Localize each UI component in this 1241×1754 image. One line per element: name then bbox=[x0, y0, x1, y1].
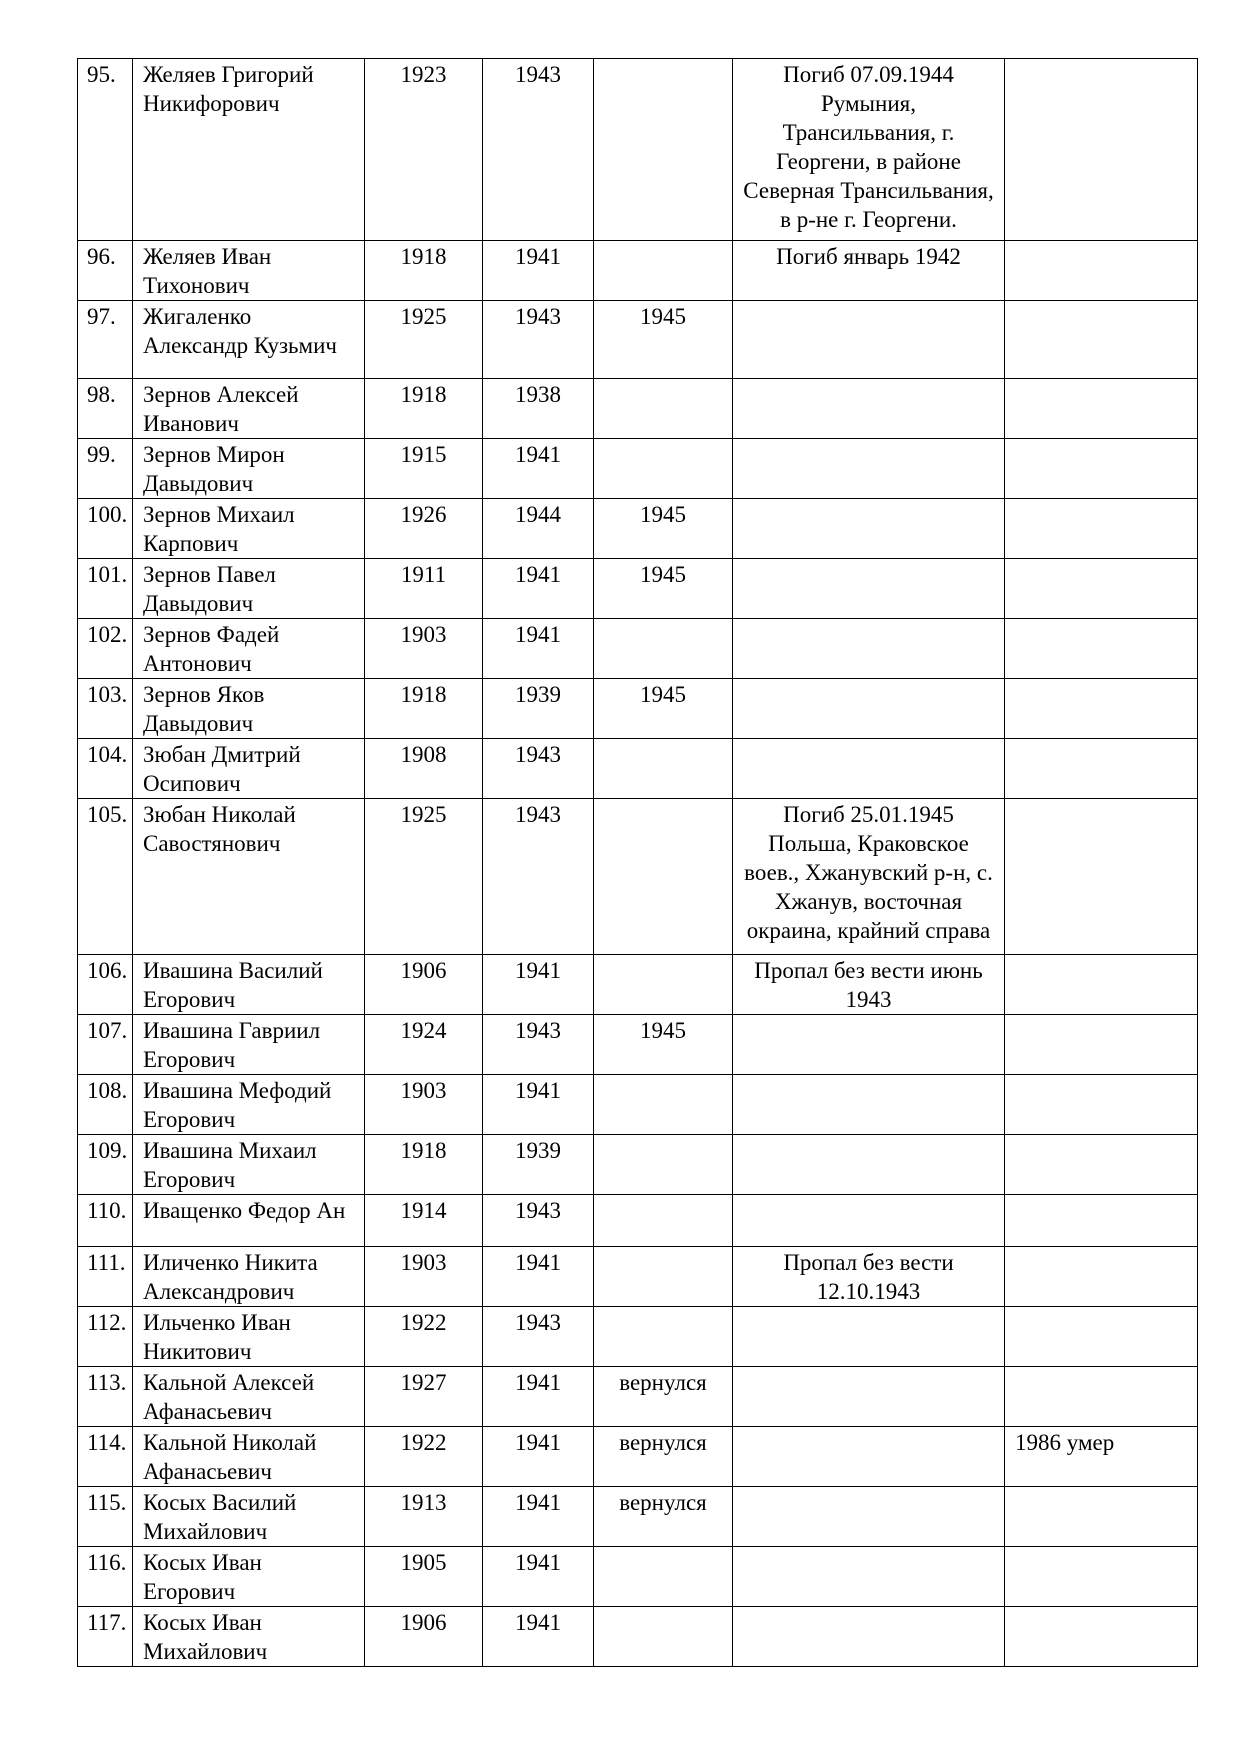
row-number: 111. bbox=[78, 1247, 133, 1307]
draft-year: 1941 bbox=[483, 1427, 594, 1487]
draft-year: 1939 bbox=[483, 679, 594, 739]
fate-note bbox=[733, 379, 1005, 439]
draft-year: 1941 bbox=[483, 1247, 594, 1307]
person-name: Ивашина Михаил Егорович bbox=[133, 1135, 365, 1195]
table-row bbox=[78, 1367, 1198, 1427]
draft-year: 1941 bbox=[483, 1367, 594, 1427]
birth-year: 1918 bbox=[365, 379, 483, 439]
return-status: 1945 bbox=[594, 499, 733, 559]
table-row bbox=[78, 619, 1198, 679]
birth-year: 1925 bbox=[365, 799, 483, 955]
birth-year: 1926 bbox=[365, 499, 483, 559]
draft-year: 1938 bbox=[483, 379, 594, 439]
fate-note bbox=[733, 1547, 1005, 1607]
table-row bbox=[78, 241, 1198, 301]
table-row bbox=[78, 1307, 1198, 1367]
extra-note bbox=[1005, 59, 1198, 241]
fate-note bbox=[733, 439, 1005, 499]
roster-body bbox=[78, 59, 1198, 1667]
person-name: Иващенко Федор Ан bbox=[133, 1195, 365, 1247]
birth-year: 1918 bbox=[365, 1135, 483, 1195]
person-name: Зернов Алексей Иванович bbox=[133, 379, 365, 439]
row-number: 98. bbox=[78, 379, 133, 439]
draft-year: 1941 bbox=[483, 559, 594, 619]
extra-note bbox=[1005, 679, 1198, 739]
fate-note bbox=[733, 1015, 1005, 1075]
row-number: 106. bbox=[78, 955, 133, 1015]
person-name: Ивашина Мефодий Егорович bbox=[133, 1075, 365, 1135]
fate-note: Погиб 07.09.1944 Румыния, Трансильвания, г. Георгени, в районе Северная Трансильвания, в р-не г. Георгени. bbox=[733, 59, 1005, 241]
fate-note bbox=[733, 1367, 1005, 1427]
extra-note bbox=[1005, 1195, 1198, 1247]
row-number: 99. bbox=[78, 439, 133, 499]
table-row bbox=[78, 739, 1198, 799]
birth-year: 1903 bbox=[365, 1075, 483, 1135]
return-status bbox=[594, 955, 733, 1015]
draft-year: 1941 bbox=[483, 619, 594, 679]
return-status bbox=[594, 439, 733, 499]
return-status bbox=[594, 241, 733, 301]
return-status bbox=[594, 1135, 733, 1195]
fate-note bbox=[733, 1607, 1005, 1667]
birth-year: 1908 bbox=[365, 739, 483, 799]
birth-year: 1927 bbox=[365, 1367, 483, 1427]
table-row bbox=[78, 1015, 1198, 1075]
return-status bbox=[594, 739, 733, 799]
fate-note: Погиб январь 1942 bbox=[733, 241, 1005, 301]
person-name: Косых Иван Егорович bbox=[133, 1547, 365, 1607]
row-number: 103. bbox=[78, 679, 133, 739]
table-row bbox=[78, 679, 1198, 739]
draft-year: 1941 bbox=[483, 1487, 594, 1547]
return-status: вернулся bbox=[594, 1367, 733, 1427]
row-number: 110. bbox=[78, 1195, 133, 1247]
person-name: Косых Иван Михайлович bbox=[133, 1607, 365, 1667]
birth-year: 1915 bbox=[365, 439, 483, 499]
extra-note bbox=[1005, 739, 1198, 799]
person-name: Кальной Алексей Афанасьевич bbox=[133, 1367, 365, 1427]
person-name: Зернов Мирон Давыдович bbox=[133, 439, 365, 499]
table-row bbox=[78, 1247, 1198, 1307]
table-row bbox=[78, 59, 1198, 241]
return-status bbox=[594, 1547, 733, 1607]
person-name: Ивашина Василий Егорович bbox=[133, 955, 365, 1015]
fate-note: Пропал без вести 12.10.1943 bbox=[733, 1247, 1005, 1307]
person-name: Зернов Фадей Антонович bbox=[133, 619, 365, 679]
birth-year: 1922 bbox=[365, 1427, 483, 1487]
extra-note bbox=[1005, 1015, 1198, 1075]
extra-note bbox=[1005, 1487, 1198, 1547]
draft-year: 1941 bbox=[483, 1607, 594, 1667]
draft-year: 1944 bbox=[483, 499, 594, 559]
table-row bbox=[78, 1547, 1198, 1607]
birth-year: 1905 bbox=[365, 1547, 483, 1607]
draft-year: 1941 bbox=[483, 1547, 594, 1607]
table-row bbox=[78, 379, 1198, 439]
extra-note bbox=[1005, 619, 1198, 679]
row-number: 97. bbox=[78, 301, 133, 379]
birth-year: 1924 bbox=[365, 1015, 483, 1075]
row-number: 95. bbox=[78, 59, 133, 241]
fate-note bbox=[733, 499, 1005, 559]
return-status: 1945 bbox=[594, 679, 733, 739]
extra-note bbox=[1005, 379, 1198, 439]
table-row bbox=[78, 1195, 1198, 1247]
table-row bbox=[78, 1427, 1198, 1487]
table-row bbox=[78, 799, 1198, 955]
table-row bbox=[78, 955, 1198, 1015]
person-name: Ивашина Гавриил Егорович bbox=[133, 1015, 365, 1075]
extra-note bbox=[1005, 1367, 1198, 1427]
table-row bbox=[78, 1607, 1198, 1667]
row-number: 115. bbox=[78, 1487, 133, 1547]
extra-note bbox=[1005, 301, 1198, 379]
return-status: вернулся bbox=[594, 1427, 733, 1487]
draft-year: 1939 bbox=[483, 1135, 594, 1195]
row-number: 112. bbox=[78, 1307, 133, 1367]
fate-note bbox=[733, 1307, 1005, 1367]
row-number: 104. bbox=[78, 739, 133, 799]
fate-note bbox=[733, 301, 1005, 379]
person-name: Зюбан Дмитрий Осипович bbox=[133, 739, 365, 799]
person-name: Кальной Николай Афанасьевич bbox=[133, 1427, 365, 1487]
fate-note bbox=[733, 679, 1005, 739]
extra-note bbox=[1005, 1307, 1198, 1367]
return-status bbox=[594, 619, 733, 679]
draft-year: 1943 bbox=[483, 1307, 594, 1367]
extra-note bbox=[1005, 439, 1198, 499]
row-number: 101. bbox=[78, 559, 133, 619]
return-status bbox=[594, 1075, 733, 1135]
return-status bbox=[594, 1195, 733, 1247]
extra-note bbox=[1005, 955, 1198, 1015]
fate-note bbox=[733, 1427, 1005, 1487]
row-number: 107. bbox=[78, 1015, 133, 1075]
extra-note bbox=[1005, 1607, 1198, 1667]
draft-year: 1943 bbox=[483, 739, 594, 799]
row-number: 108. bbox=[78, 1075, 133, 1135]
fate-note: Пропал без вести июнь 1943 bbox=[733, 955, 1005, 1015]
fate-note: Погиб 25.01.1945 Польша, Краковское воев., Хжанувский р-н, с. Хжанув, восточная окраина, крайний справа bbox=[733, 799, 1005, 955]
person-name: Зернов Павел Давыдович bbox=[133, 559, 365, 619]
roster-table bbox=[77, 58, 1198, 1667]
birth-year: 1903 bbox=[365, 619, 483, 679]
fate-note bbox=[733, 1075, 1005, 1135]
row-number: 117. bbox=[78, 1607, 133, 1667]
row-number: 102. bbox=[78, 619, 133, 679]
draft-year: 1941 bbox=[483, 439, 594, 499]
draft-year: 1943 bbox=[483, 59, 594, 241]
extra-note bbox=[1005, 1135, 1198, 1195]
extra-note bbox=[1005, 1075, 1198, 1135]
birth-year: 1913 bbox=[365, 1487, 483, 1547]
return-status bbox=[594, 1307, 733, 1367]
fate-note bbox=[733, 619, 1005, 679]
table-row bbox=[78, 1075, 1198, 1135]
return-status bbox=[594, 1247, 733, 1307]
return-status: 1945 bbox=[594, 1015, 733, 1075]
draft-year: 1941 bbox=[483, 1075, 594, 1135]
draft-year: 1941 bbox=[483, 955, 594, 1015]
extra-note bbox=[1005, 499, 1198, 559]
person-name: Желяев Иван Тихонович bbox=[133, 241, 365, 301]
return-status: 1945 bbox=[594, 559, 733, 619]
person-name: Жигаленко Александр Кузьмич bbox=[133, 301, 365, 379]
row-number: 109. bbox=[78, 1135, 133, 1195]
birth-year: 1914 bbox=[365, 1195, 483, 1247]
table-row bbox=[78, 559, 1198, 619]
return-status bbox=[594, 799, 733, 955]
table-row bbox=[78, 301, 1198, 379]
birth-year: 1911 bbox=[365, 559, 483, 619]
table-row bbox=[78, 439, 1198, 499]
person-name: Иличенко Никита Александрович bbox=[133, 1247, 365, 1307]
birth-year: 1923 bbox=[365, 59, 483, 241]
draft-year: 1943 bbox=[483, 799, 594, 955]
draft-year: 1941 bbox=[483, 241, 594, 301]
row-number: 105. bbox=[78, 799, 133, 955]
fate-note bbox=[733, 1135, 1005, 1195]
birth-year: 1922 bbox=[365, 1307, 483, 1367]
row-number: 113. bbox=[78, 1367, 133, 1427]
extra-note bbox=[1005, 559, 1198, 619]
birth-year: 1906 bbox=[365, 1607, 483, 1667]
return-status: 1945 bbox=[594, 301, 733, 379]
fate-note bbox=[733, 739, 1005, 799]
extra-note: 1986 умер bbox=[1005, 1427, 1198, 1487]
birth-year: 1925 bbox=[365, 301, 483, 379]
return-status: вернулся bbox=[594, 1487, 733, 1547]
table-row bbox=[78, 1135, 1198, 1195]
birth-year: 1918 bbox=[365, 241, 483, 301]
birth-year: 1906 bbox=[365, 955, 483, 1015]
row-number: 114. bbox=[78, 1427, 133, 1487]
birth-year: 1918 bbox=[365, 679, 483, 739]
extra-note bbox=[1005, 241, 1198, 301]
return-status bbox=[594, 1607, 733, 1667]
extra-note bbox=[1005, 1247, 1198, 1307]
extra-note bbox=[1005, 799, 1198, 955]
table-row bbox=[78, 1487, 1198, 1547]
person-name: Зернов Яков Давыдович bbox=[133, 679, 365, 739]
fate-note bbox=[733, 1195, 1005, 1247]
return-status bbox=[594, 59, 733, 241]
person-name: Зернов Михаил Карпович bbox=[133, 499, 365, 559]
fate-note bbox=[733, 1487, 1005, 1547]
person-name: Ильченко Иван Никитович bbox=[133, 1307, 365, 1367]
extra-note bbox=[1005, 1547, 1198, 1607]
fate-note bbox=[733, 559, 1005, 619]
birth-year: 1903 bbox=[365, 1247, 483, 1307]
row-number: 100. bbox=[78, 499, 133, 559]
person-name: Косых Василий Михайлович bbox=[133, 1487, 365, 1547]
person-name: Зюбан Николай Савостянович bbox=[133, 799, 365, 955]
person-name: Желяев Григорий Никифорович bbox=[133, 59, 365, 241]
draft-year: 1943 bbox=[483, 301, 594, 379]
table-row bbox=[78, 499, 1198, 559]
row-number: 96. bbox=[78, 241, 133, 301]
draft-year: 1943 bbox=[483, 1195, 594, 1247]
draft-year: 1943 bbox=[483, 1015, 594, 1075]
row-number: 116. bbox=[78, 1547, 133, 1607]
return-status bbox=[594, 379, 733, 439]
